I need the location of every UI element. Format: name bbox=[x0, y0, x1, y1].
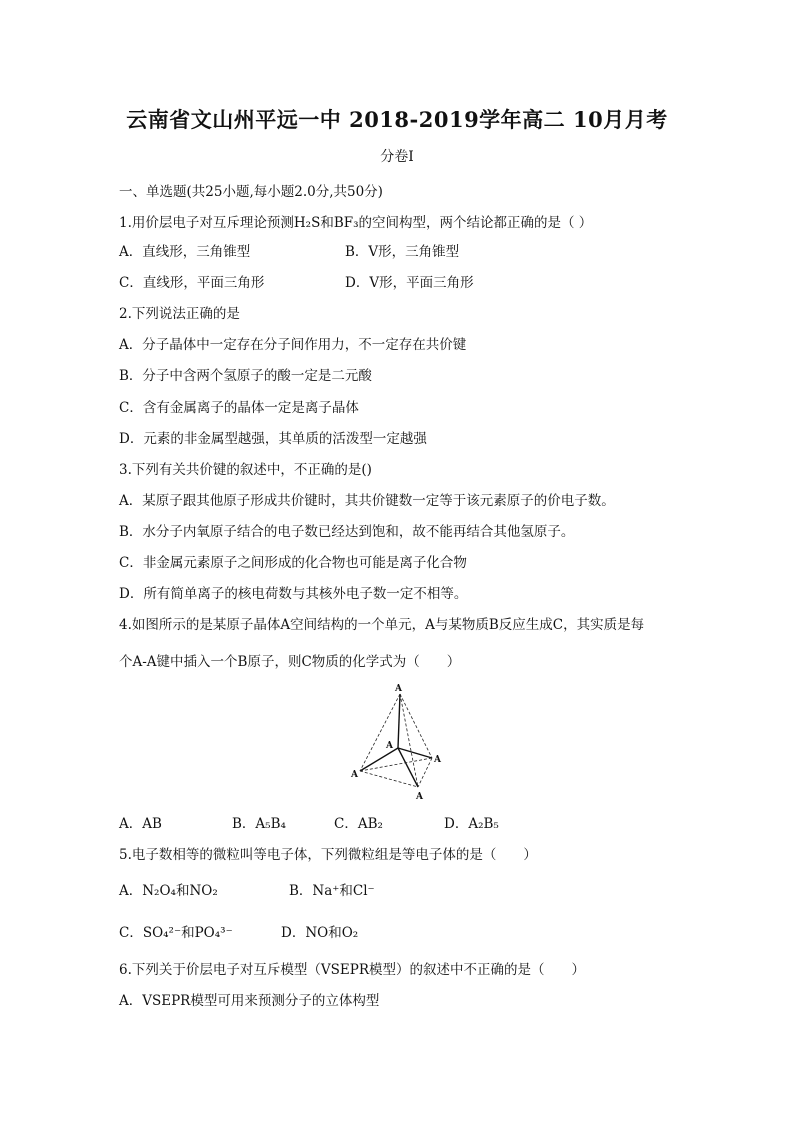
atom-label-center: A bbox=[386, 741, 393, 751]
question-3-option-a: A．某原子跟其他原子形成共价键时，其共价键数一定等于该元素原子的价电子数。 bbox=[119, 493, 615, 509]
question-6-stem: 6.下列关于价层电子对互斥模型（VSEPR模型）的叙述中不正确的是（ ） bbox=[119, 962, 585, 978]
question-1-option-a: A．直线形，三角锥型 bbox=[119, 244, 251, 260]
question-6-option-a: A．VSEPR模型可用来预测分子的立体构型 bbox=[119, 993, 380, 1009]
atom-label-right: A bbox=[434, 755, 441, 765]
question-3-option-d: D．所有简单离子的核电荷数与其核外电子数一定不相等。 bbox=[119, 586, 468, 602]
question-2-option-c: C．含有金属离子的晶体一定是离子晶体 bbox=[119, 400, 359, 416]
question-4-option-c: C．AB₂ bbox=[334, 816, 383, 832]
question-5-option-d: D．NO和O₂ bbox=[281, 925, 359, 941]
question-5-stem: 5.电子数相等的微粒叫等电子体，下列微粒组是等电子体的是（ ） bbox=[119, 847, 537, 863]
question-4-option-b: B．A₅B₄ bbox=[232, 816, 286, 832]
atom-label-bottom: A bbox=[416, 792, 423, 802]
question-1-option-c: C．直线形，平面三角形 bbox=[119, 275, 265, 291]
atom-label-left: A bbox=[351, 770, 358, 780]
question-2-option-b: B．分子中含两个氢原子的酸一定是二元酸 bbox=[119, 368, 372, 384]
question-3-option-b: B．水分子内氧原子结合的电子数已经达到饱和，故不能再结合其他氢原子。 bbox=[119, 524, 575, 540]
question-5-option-a: A．N₂O₄和NO₂ bbox=[119, 883, 218, 899]
question-1-option-b: B．V形，三角锥型 bbox=[345, 244, 460, 260]
question-4-stem-line-1: 4.如图所示的是某原子晶体A空间结构的一个单元，A与某物质B反应生成C，其实质是每 bbox=[119, 617, 645, 633]
atom-label-top: A bbox=[395, 684, 402, 694]
question-4-stem-line-2: 个A-A键中插入一个B原子，则C物质的化学式为（ ） bbox=[119, 654, 461, 670]
section-heading: 一、单选题(共25小题,每小题2.0分,共50分) bbox=[119, 184, 383, 200]
page-subtitle: 分卷I bbox=[380, 149, 414, 165]
question-2-option-d: D．元素的非金属型越强，其单质的活泼型一定越强 bbox=[119, 431, 427, 447]
question-5-option-c: C．SO₄²⁻和PO₄³⁻ bbox=[119, 925, 233, 941]
page-title: 云南省文山州平远一中 2018-2019学年高二 10月月考 bbox=[126, 107, 668, 132]
question-5-option-b: B．Na⁺和Cl⁻ bbox=[289, 883, 375, 899]
tetrahedron-figure bbox=[348, 680, 448, 805]
question-1-stem: 1.用价层电子对互斥理论预测H₂S和BF₃的空间构型，两个结论都正确的是（ ） bbox=[119, 215, 593, 231]
question-2-option-a: A．分子晶体中一定存在分子间作用力，不一定存在共价键 bbox=[119, 337, 467, 353]
question-2-stem: 2.下列说法正确的是 bbox=[119, 306, 240, 322]
question-3-stem: 3.下列有关共价键的叙述中，不正确的是() bbox=[119, 462, 372, 478]
question-4-option-d: D．A₂B₅ bbox=[444, 816, 499, 832]
question-4-option-a: A．AB bbox=[119, 816, 162, 832]
question-3-option-c: C．非金属元素原子之间形成的化合物也可能是离子化合物 bbox=[119, 555, 467, 571]
question-1-option-d: D．V形，平面三角形 bbox=[345, 275, 474, 291]
